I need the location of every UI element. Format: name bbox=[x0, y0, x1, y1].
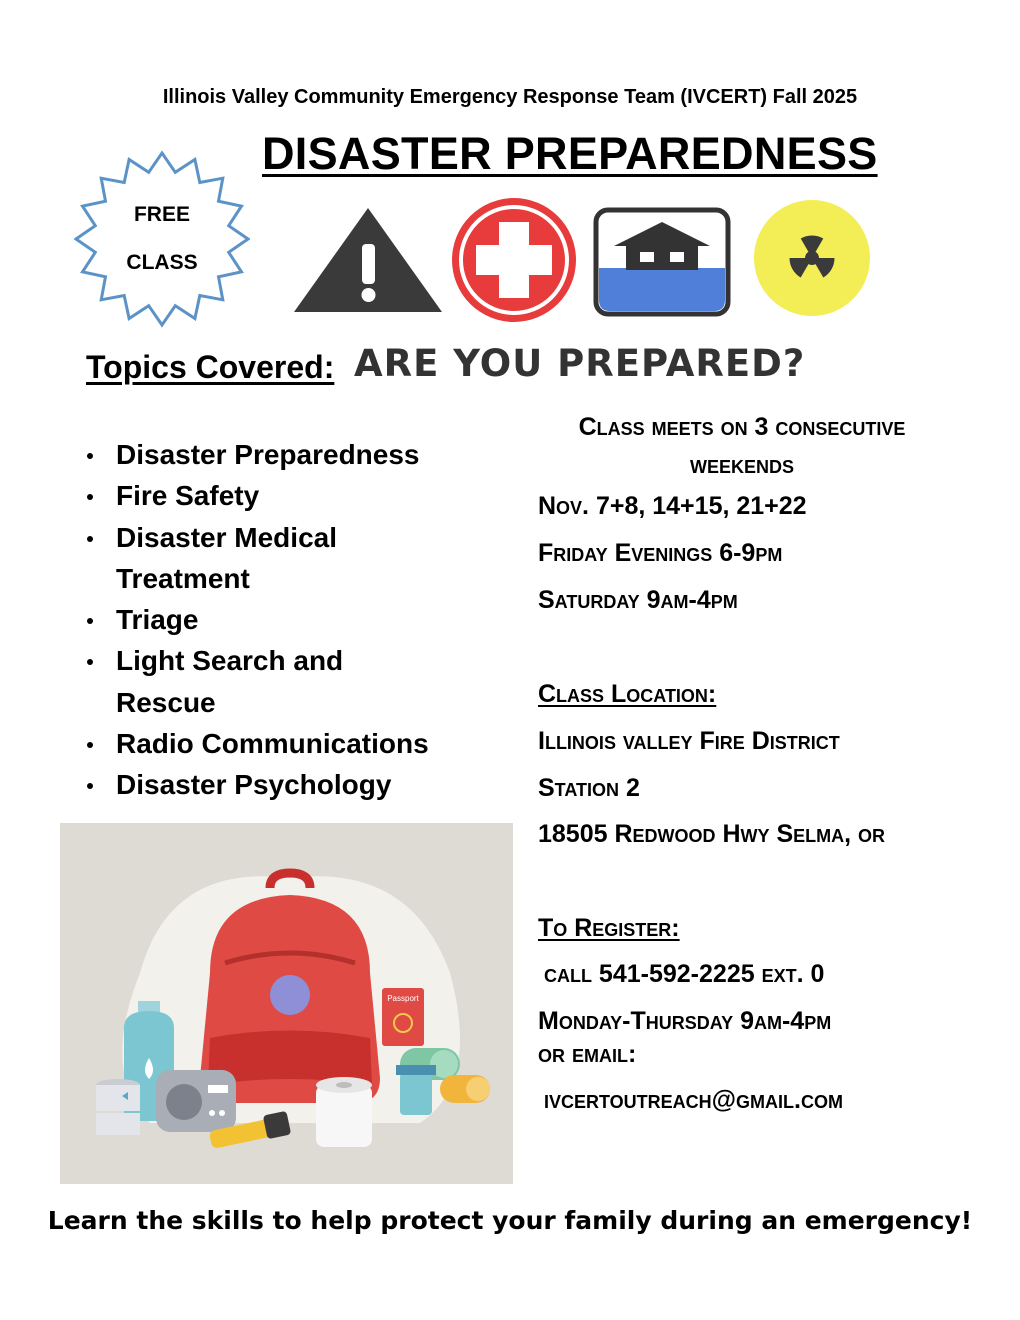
passport-icon bbox=[382, 988, 424, 1046]
radiation-icon bbox=[754, 200, 870, 316]
location-line-1: Illinois valley Fire District bbox=[538, 727, 840, 755]
are-you-prepared-slogan: ARE YOU PREPARED? bbox=[354, 342, 806, 385]
register-heading: To Register: bbox=[538, 914, 680, 942]
footer-tagline: Learn the skills to help protect your family during an emergency! bbox=[47, 1206, 973, 1235]
topic-item: Radio Communications bbox=[86, 723, 506, 764]
warning-triangle-icon bbox=[294, 208, 442, 312]
topic-item: Disaster Preparedness bbox=[86, 434, 506, 475]
schedule-friday: Friday Evenings 6-9pm bbox=[538, 539, 783, 567]
badge-line-class: CLASS bbox=[126, 251, 198, 274]
free-class-badge-text bbox=[74, 146, 250, 332]
topic-item: Triage bbox=[86, 599, 506, 640]
location-line-2: Station 2 bbox=[538, 774, 640, 802]
register-hours: Monday-Thursday 9am-4pm bbox=[538, 1007, 832, 1035]
location-address: 18505 Redwood Hwy Selma, or bbox=[538, 820, 886, 848]
topic-item: Disaster Medical Treatment bbox=[86, 517, 416, 600]
schedule-heading: Class meets on 3 consecutive weekends bbox=[578, 413, 906, 479]
medicine-bottle-icon bbox=[396, 1065, 436, 1115]
topic-item: Disaster Psychology bbox=[86, 764, 506, 805]
organization-line: Illinois Valley Community Emergency Response Team (IVCERT) Fall 2025 bbox=[162, 86, 858, 108]
schedule-dates: Nov. 7+8, 14+15, 21+22 bbox=[538, 492, 807, 520]
schedule-saturday: Saturday 9am-4pm bbox=[538, 586, 738, 614]
flood-house-icon bbox=[596, 210, 728, 314]
food-can-icon bbox=[96, 1079, 140, 1135]
medical-cross-icon bbox=[452, 198, 576, 322]
page-title: DISASTER PREPAREDNESS bbox=[262, 128, 878, 179]
emergency-kit-illustration bbox=[60, 823, 513, 1184]
topic-item: Fire Safety bbox=[86, 475, 506, 516]
topics-heading: Topics Covered: bbox=[86, 349, 335, 385]
topics-list bbox=[86, 434, 506, 806]
register-or-email: or email: bbox=[538, 1040, 637, 1068]
location-heading: Class Location: bbox=[538, 680, 717, 708]
badge-line-free: FREE bbox=[133, 203, 190, 226]
passport-label: Passport bbox=[387, 994, 419, 1003]
toilet-paper-icon bbox=[316, 1077, 372, 1147]
radio-icon bbox=[156, 1070, 236, 1132]
topic-item: Light Search and Rescue bbox=[86, 640, 416, 723]
register-phone: call 541-592-2225 ext. 0 bbox=[544, 960, 825, 988]
hazard-icons-banner bbox=[290, 196, 890, 326]
register-email: ivcertoutreach@gmail.com bbox=[544, 1086, 843, 1114]
